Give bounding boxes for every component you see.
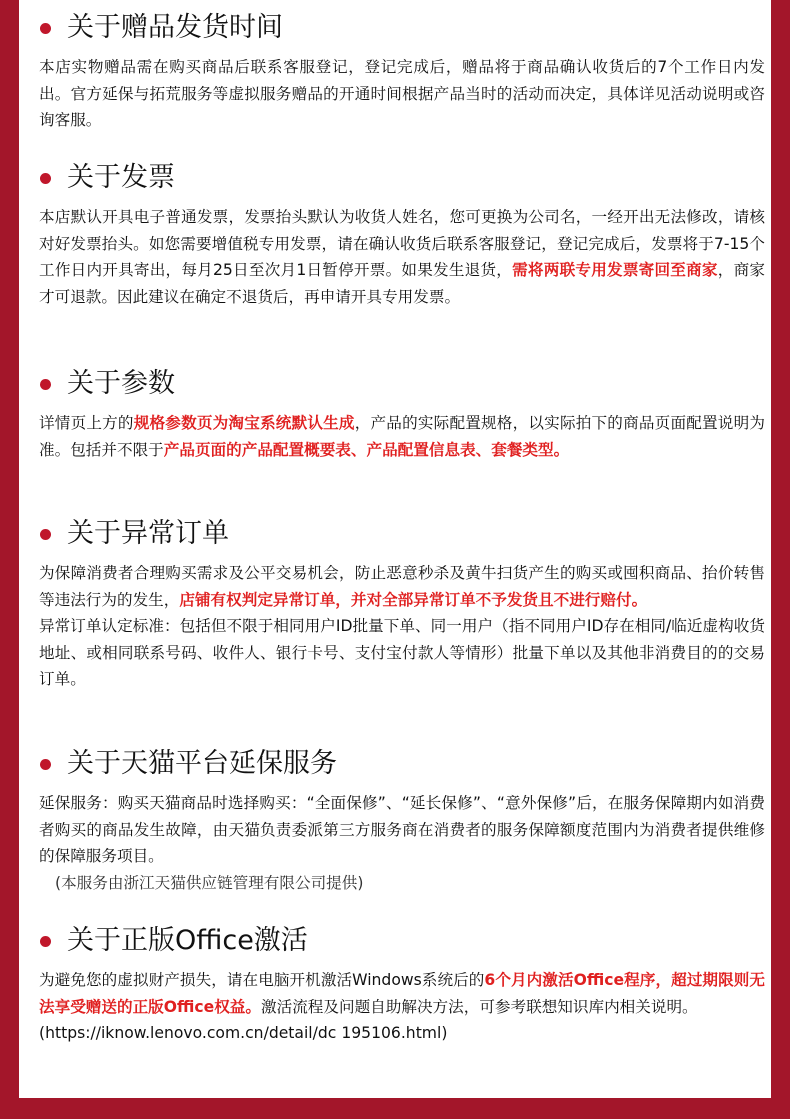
section-parameters (39, 364, 765, 463)
highlight-text: 规格参数页为淘宝系统默认生成 (133, 414, 355, 432)
bullet-icon (40, 23, 51, 34)
body-text: 为保障消费者合理购买需求及公平交易机会，防止恶意秒杀及黄牛扫货产生的购买或囤积商品、抬价转售等违法行为的发生， (39, 564, 765, 609)
note-text: (本服务由浙江天猫供应链管理有限公司提供) (55, 873, 364, 892)
section-paragraph (39, 790, 765, 870)
highlight-text: 产品页面的产品配置概要表、产品配置信息表、套餐类型。 (163, 440, 570, 459)
body-text: 延保服务：购买天猫商品时选择购买：“全面保修”、“延长保修”、“意外保修”后，在服务保障期内如消费者购买的商品发生故障，由天猫负责委派第三方服务商在消费者的服务保障额度范围内为消费者提供维修的保障服务项目。 (39, 794, 765, 865)
section-heading (39, 921, 765, 961)
section-title: 关于异常订单 (67, 518, 229, 549)
section-paragraph (39, 54, 765, 134)
section-title: 关于发票 (67, 162, 175, 193)
bullet-icon (40, 529, 51, 540)
body-text: 激活流程及问题自助解决方法，可参考联想知识库内相关说明。 (261, 997, 698, 1016)
section-title: 关于参数 (67, 368, 175, 399)
body-text: 为避免您的虚拟财产损失，请在电脑开机激活Windows系统后的 (39, 971, 485, 989)
section-paragraph (39, 410, 765, 463)
section-body (39, 560, 765, 693)
section-paragraph (39, 967, 765, 1020)
body-text: 详情页上方的 (39, 414, 134, 432)
section-paragraph (39, 613, 765, 693)
section-title: 关于正版Office激活 (67, 925, 308, 956)
section-heading (39, 364, 765, 404)
section-paragraph (39, 870, 765, 897)
section-heading (39, 158, 765, 198)
bullet-icon (40, 173, 51, 184)
section-heading (39, 8, 765, 48)
section-paragraph (39, 560, 765, 613)
section-title: 关于天猫平台延保服务 (67, 748, 337, 779)
bullet-icon (40, 936, 51, 947)
section-paragraph (39, 204, 765, 310)
highlight-text: 店铺有权判定异常订单，并对全部异常订单不予发货且不进行赔付。 (179, 590, 648, 609)
highlight-text: 6个月内激活Office程序，超过期限则无法享受赠送的正版Office权益。 (39, 971, 765, 1016)
section-title: 关于赠品发货时间 (67, 12, 283, 43)
bottom-border (0, 1098, 790, 1119)
section-body (39, 410, 765, 463)
body-text: 本店实物赠品需在购买商品后联系客服登记，登记完成后，赠品将于商品确认收货后的7个工作日内发出。官方延保与拓荒服务等虚拟服务赠品的开通时间根据产品当时的活动而决定，具体详见活动说明或咨询客服。 (39, 58, 765, 129)
section-invoice (39, 158, 765, 310)
body-text: 异常订单认定标准：包括但不限于相同用户ID批量下单、同一用户（指不同用户ID存在相同/临近虚构收货地址、或相同联系号码、收件人、银行卡号、支付宝付款人等情形）批量下单以及其他非消费目的的交易订单。 (39, 617, 765, 688)
section-paragraph (39, 1020, 765, 1047)
body-text: (https://iknow.lenovo.com.cn/detail/dc 195106.html) (39, 1024, 448, 1042)
section-office-activation (39, 921, 765, 1047)
body-text: 本店默认开具电子普通发票，发票抬头默认为收货人姓名，您可更换为公司名，一经开出无法修改，请核对好发票抬头。如您需要增值税专用发票，请在确认收货后联系客服登记，登记完成后，发票将于7-15个工作日内开具寄出，每月25日至次月1日暂停开票。如果发生退货， (39, 208, 765, 279)
bullet-icon (40, 759, 51, 770)
section-heading (39, 514, 765, 554)
section-body (39, 204, 765, 310)
section-extended-warranty (39, 744, 765, 896)
section-abnormal-orders (39, 514, 765, 693)
notice-page (19, 0, 771, 1098)
section-heading (39, 744, 765, 784)
section-body (39, 967, 765, 1047)
highlight-text: 需将两联专用发票寄回至商家 (512, 261, 718, 279)
body-text: ，商家才可退款。因此建议在确定不退货后，再申请开具专用发票。 (39, 261, 765, 306)
section-body (39, 790, 765, 896)
section-body (39, 54, 765, 134)
body-text: ，产品的实际配置规格，以实际拍下的商品页面配置说明为准。包括并不限于 (39, 414, 765, 459)
bullet-icon (40, 379, 51, 390)
section-gift-shipping (39, 8, 765, 134)
